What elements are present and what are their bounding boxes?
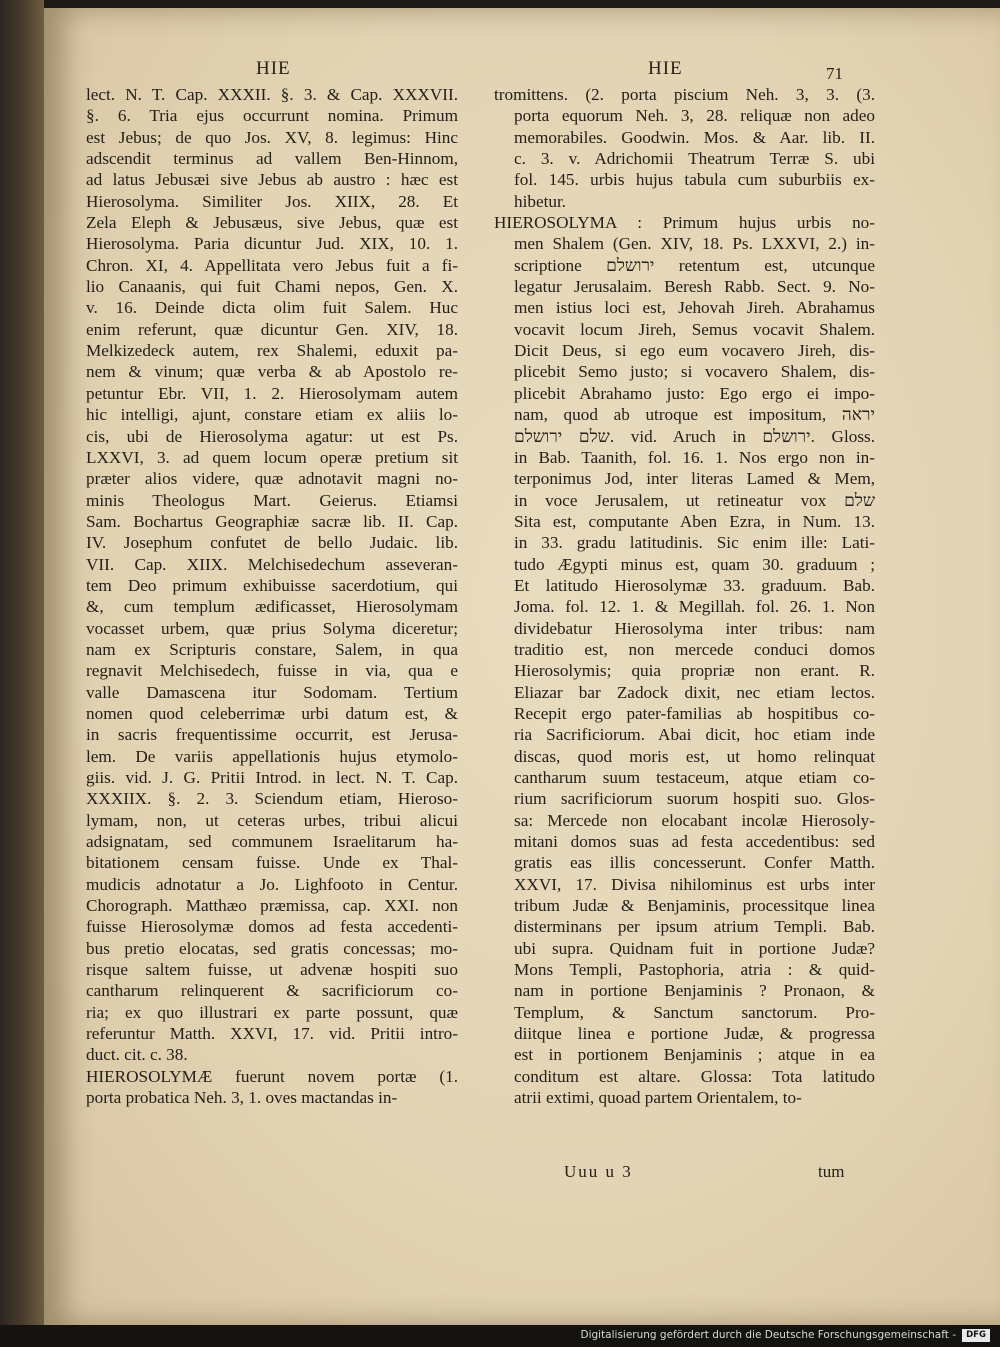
dfg-logo: DFG	[962, 1329, 990, 1342]
credit-text: Digitalisierung gefördert durch die Deutsche Forschungsgemeinschaft -	[580, 1329, 956, 1341]
book-page	[44, 8, 1000, 1325]
text-line: Hierosolyma. Similiter Jos. XIIX, 28. Et	[86, 191, 458, 211]
text-line: tudo Ægypti minus est, quam 30. graduum ;	[514, 554, 875, 574]
text-line: tromittens. (2. porta piscium Neh. 3, 3. (3.	[494, 85, 875, 104]
text-line: porta equorum Neh. 3, 28. reliquæ non adeo	[514, 106, 875, 126]
text-line: Templum, & Sanctum sanctorum. Pro-	[514, 1002, 875, 1022]
text-line: hic intelligi, ajunt, constare etiam ex aliis lo-	[86, 405, 458, 425]
text-line: lect. N. T. Cap. XXXII. §. 3. & Cap. XXXVII.	[86, 85, 458, 104]
text-line: Recepit ergo pater-familias ab hospitibus co-	[514, 703, 875, 723]
text-line: nam, quod ab utroque est impositum, יראה	[514, 405, 875, 425]
text-line: Zela Eleph & Jebusæus, sive Jebus, quæ est	[86, 213, 458, 233]
text-line: diitque linea e portione Judæ, & progressa	[514, 1024, 875, 1044]
text-line: cis, ubi de Hierosolyma agatur: ut est Ps.	[86, 426, 458, 446]
text-line: disterminans per ipsum atrium Templi. Bab.	[514, 917, 875, 937]
text-line: fol. 145. urbis hujus tabula cum suburbiis ex-	[514, 170, 875, 190]
running-head-right: HIE	[648, 58, 683, 79]
text-line: v. 16. Deinde dicta olim fuit Salem. Huc	[86, 298, 458, 318]
text-line: petuntur Ebr. VII, 1. 2. Hierosolymam autem	[86, 383, 458, 403]
text-line: cantharum relinquerent & sacrificiorum co-	[86, 981, 458, 1001]
credit-bar	[0, 1325, 1000, 1347]
text-line: Chron. XI, 4. Appellitata vero Jebus fuit a fi-	[86, 255, 458, 275]
text-line: sa: Mercede non elocabant incolæ Hierosoly-	[514, 810, 875, 830]
text-line: bitationem censam fuisse. Unde ex Thal-	[86, 853, 458, 873]
text-line: valle Damascena itur Sodomam. Tertium	[86, 682, 458, 702]
text-line: mudicis adnotatur a Jo. Lighfooto in Centur.	[86, 874, 458, 894]
text-line: Mons Templi, Pastophoria, atria : & quid-	[514, 960, 875, 980]
text-line: XXXIIX. §. 2. 3. Sciendum etiam, Hieroso-	[86, 789, 458, 809]
text-line: minis Theologus Mart. Geierus. Etiamsi	[86, 490, 458, 510]
text-line: risque saltem fuisse, ut advenæ hospiti suo	[86, 960, 458, 980]
text-line: giis. vid. J. G. Pritii Introd. in lect. N. T. Cap.	[86, 768, 458, 787]
text-line: adscendit terminus ad vallem Ben-Hinnom,	[86, 149, 458, 169]
text-line: est in portionem Benjaminis ; atque in ea	[514, 1045, 875, 1065]
text-line: lem. De variis appellationis hujus etymolo-	[86, 746, 458, 766]
text-line: memorabiles. Goodwin. Mos. & Aar. lib. II.	[514, 127, 875, 147]
text-line: traditio est, non mercede conduci domos	[514, 639, 875, 659]
text-line: scriptione ירושלם retentum est, utcunque	[514, 255, 875, 275]
text-line: Et latitudo Hierosolymæ 33. graduum. Bab.	[514, 575, 875, 595]
text-line: tem Deo primum exhibuisse sacerdotium, qui	[86, 575, 458, 595]
text-line: ubi supra. Quidnam fuit in portione Judæ?	[514, 938, 875, 958]
text-line: c. 3. v. Adrichomii Theatrum Terræ S. ubi	[514, 149, 875, 169]
text-line: Melkizedeck autem, rex Shalemi, eduxit pa-	[86, 341, 458, 361]
text-line: ad latus Jebusæi sive Jebus ab austro : hæc est	[86, 170, 458, 190]
text-line: nomen quod celeberrimæ urbi datum est, &	[86, 703, 458, 723]
text-line: nam ex Scripturis constare, Salem, in qua	[86, 639, 458, 659]
text-line: est Jebus; de quo Jos. XV, 8. legimus: Hinc	[86, 127, 458, 147]
text-line: conditum est altare. Glossa: Tota latitudo	[514, 1066, 875, 1086]
left-text-column	[86, 84, 458, 1109]
page-number: 71	[826, 64, 843, 83]
text-line: Sita est, computante Aben Ezra, in Num. 13.	[514, 511, 875, 531]
text-line: gratis eas illis concesserunt. Confer Matth.	[514, 853, 875, 873]
text-line: HIEROSOLYMA : Primum hujus urbis no-	[494, 213, 875, 233]
catchword: tum	[818, 1162, 845, 1181]
text-line: dividebatur Hierosolyma inter tribus: nam	[514, 618, 875, 638]
text-line: Chorograph. Matthæo præmissa, cap. XXI. non	[86, 896, 458, 916]
text-line: Eliazar bar Zadock dixit, nec etiam lectos.	[514, 682, 875, 702]
text-line: ria Sacrificiorum. Abai dicit, hoc etiam inde	[514, 725, 875, 745]
text-line: nem & vinum; quæ verba & ab Apostolo re-	[86, 362, 458, 382]
text-line: mitani domos suas ad festa accedentibus: sed	[514, 832, 875, 852]
text-line: ria; ex quo illustrari ex parte possunt, quæ	[86, 1002, 458, 1022]
text-line: porta probatica Neh. 3, 1. oves mactandas in-	[86, 1088, 398, 1108]
text-line: plicebit Semo justo; si vocavero Shalem, dis-	[514, 362, 875, 382]
text-line: legatur Jerusalaim. Beresh Rabb. Sect. 9. No-	[514, 277, 875, 297]
text-line: referuntur Matth. XXVI, 17. vid. Pritii intro-	[86, 1024, 458, 1044]
text-line: HIEROSOLYMÆ fuerunt novem portæ (1.	[86, 1066, 458, 1086]
text-line: regnavit Melchisedech, fuisse in via, qua e	[86, 661, 458, 681]
text-line: lio Canaanis, qui fuit Chami nepos, Gen. X.	[86, 277, 458, 297]
text-line: &, cum templum ædificasset, Hierosolymam	[86, 597, 458, 617]
text-line: in 33. gradu latitudinis. Sic enim ille: Lati-	[514, 533, 875, 553]
signature-mark: Uuu u 3	[564, 1162, 633, 1181]
text-line: Hierosolyma. Paria dicuntur Jud. XIX, 10. 1.	[86, 234, 458, 254]
text-line: in sacris frequentissime occurrit, est Jerusa-	[86, 725, 458, 745]
right-text-column	[494, 84, 875, 1109]
text-line: lymam, non, ut ceteras urbes, tribui alicui	[86, 810, 458, 830]
text-line: vocasset urbem, quæ prius Solyma diceretur;	[86, 618, 458, 638]
text-line: fuisse Hierosolymæ domos ad festa accedenti-	[86, 917, 458, 937]
text-line: VII. Cap. XIIX. Melchisedechum asseveran-	[86, 554, 458, 574]
text-line: cantharum suum testaceum, atque etiam co-	[514, 768, 875, 787]
text-line: nam in portione Benjaminis ? Pronaon, &	[514, 981, 875, 1001]
text-line: præter alios videre, quæ adnotavit magni no-	[86, 469, 458, 489]
text-line: hibetur.	[514, 191, 567, 211]
text-line: men istius loci est, Jehovah Jireh. Abrahamus	[514, 298, 875, 318]
text-line: vocavit locum Jireh, Semus vocavit Shalem.	[514, 319, 875, 339]
text-line: in voce Jerusalem, ut retineatur vox שלם	[514, 490, 875, 510]
text-line: in Bab. Taanith, fol. 16. 1. Nos ergo non in-	[514, 447, 875, 467]
text-line: Dicit Deus, si ego eum vocavero Jireh, dis-	[514, 341, 875, 361]
text-line: LXXVI, 3. ad quem locum operæ pretium sit	[86, 447, 458, 467]
text-line: enim referunt, quæ dicuntur Gen. XIV, 18.	[86, 319, 458, 339]
text-line: rium sacrificiorum suorum hospiti suo. Glos-	[514, 789, 875, 809]
text-line: Joma. fol. 12. 1. & Megillah. fol. 26. 1. Non	[514, 597, 875, 617]
text-line: discas, quod moris est, ut homo relinquat	[514, 746, 875, 766]
text-line: duct. cit. c. 38.	[86, 1045, 188, 1065]
text-line: Hierosolymis; quia propriæ non erant. R.	[514, 661, 875, 681]
text-line: Sam. Bochartus Geographiæ sacræ lib. II. Cap.	[86, 511, 458, 531]
text-line: men Shalem (Gen. XIV, 18. Ps. LXXVI, 2.) in-	[514, 234, 875, 254]
text-line: XXVI, 17. Divisa nihilominus est urbs inter	[514, 874, 875, 894]
text-line: tribum Judæ & Benjaminis, processitque linea	[514, 896, 875, 916]
text-line: IV. Josephum confutet de bello Judaic. lib.	[86, 533, 458, 553]
text-line: plicebit Abrahamo justo: Ego ergo ei impo-	[514, 383, 875, 403]
running-head-left: HIE	[256, 58, 291, 79]
text-line: terponimus Jod, inter literas Lamed & Mem,	[514, 469, 875, 489]
text-line: §. 6. Tria ejus occurrunt nomina. Primum	[86, 106, 458, 126]
text-line: atrii extimi, quoad partem Orientalem, to-	[514, 1088, 802, 1108]
text-line: adsignatam, sed communem Israelitarum ha-	[86, 832, 458, 852]
text-line: שלם ירושלם. vid. Aruch in ירושלם. Gloss.	[514, 426, 875, 446]
text-line: bus pretio elocatas, sed gratis concessas; mo-	[86, 938, 458, 958]
book-spine-edge	[0, 0, 44, 1325]
